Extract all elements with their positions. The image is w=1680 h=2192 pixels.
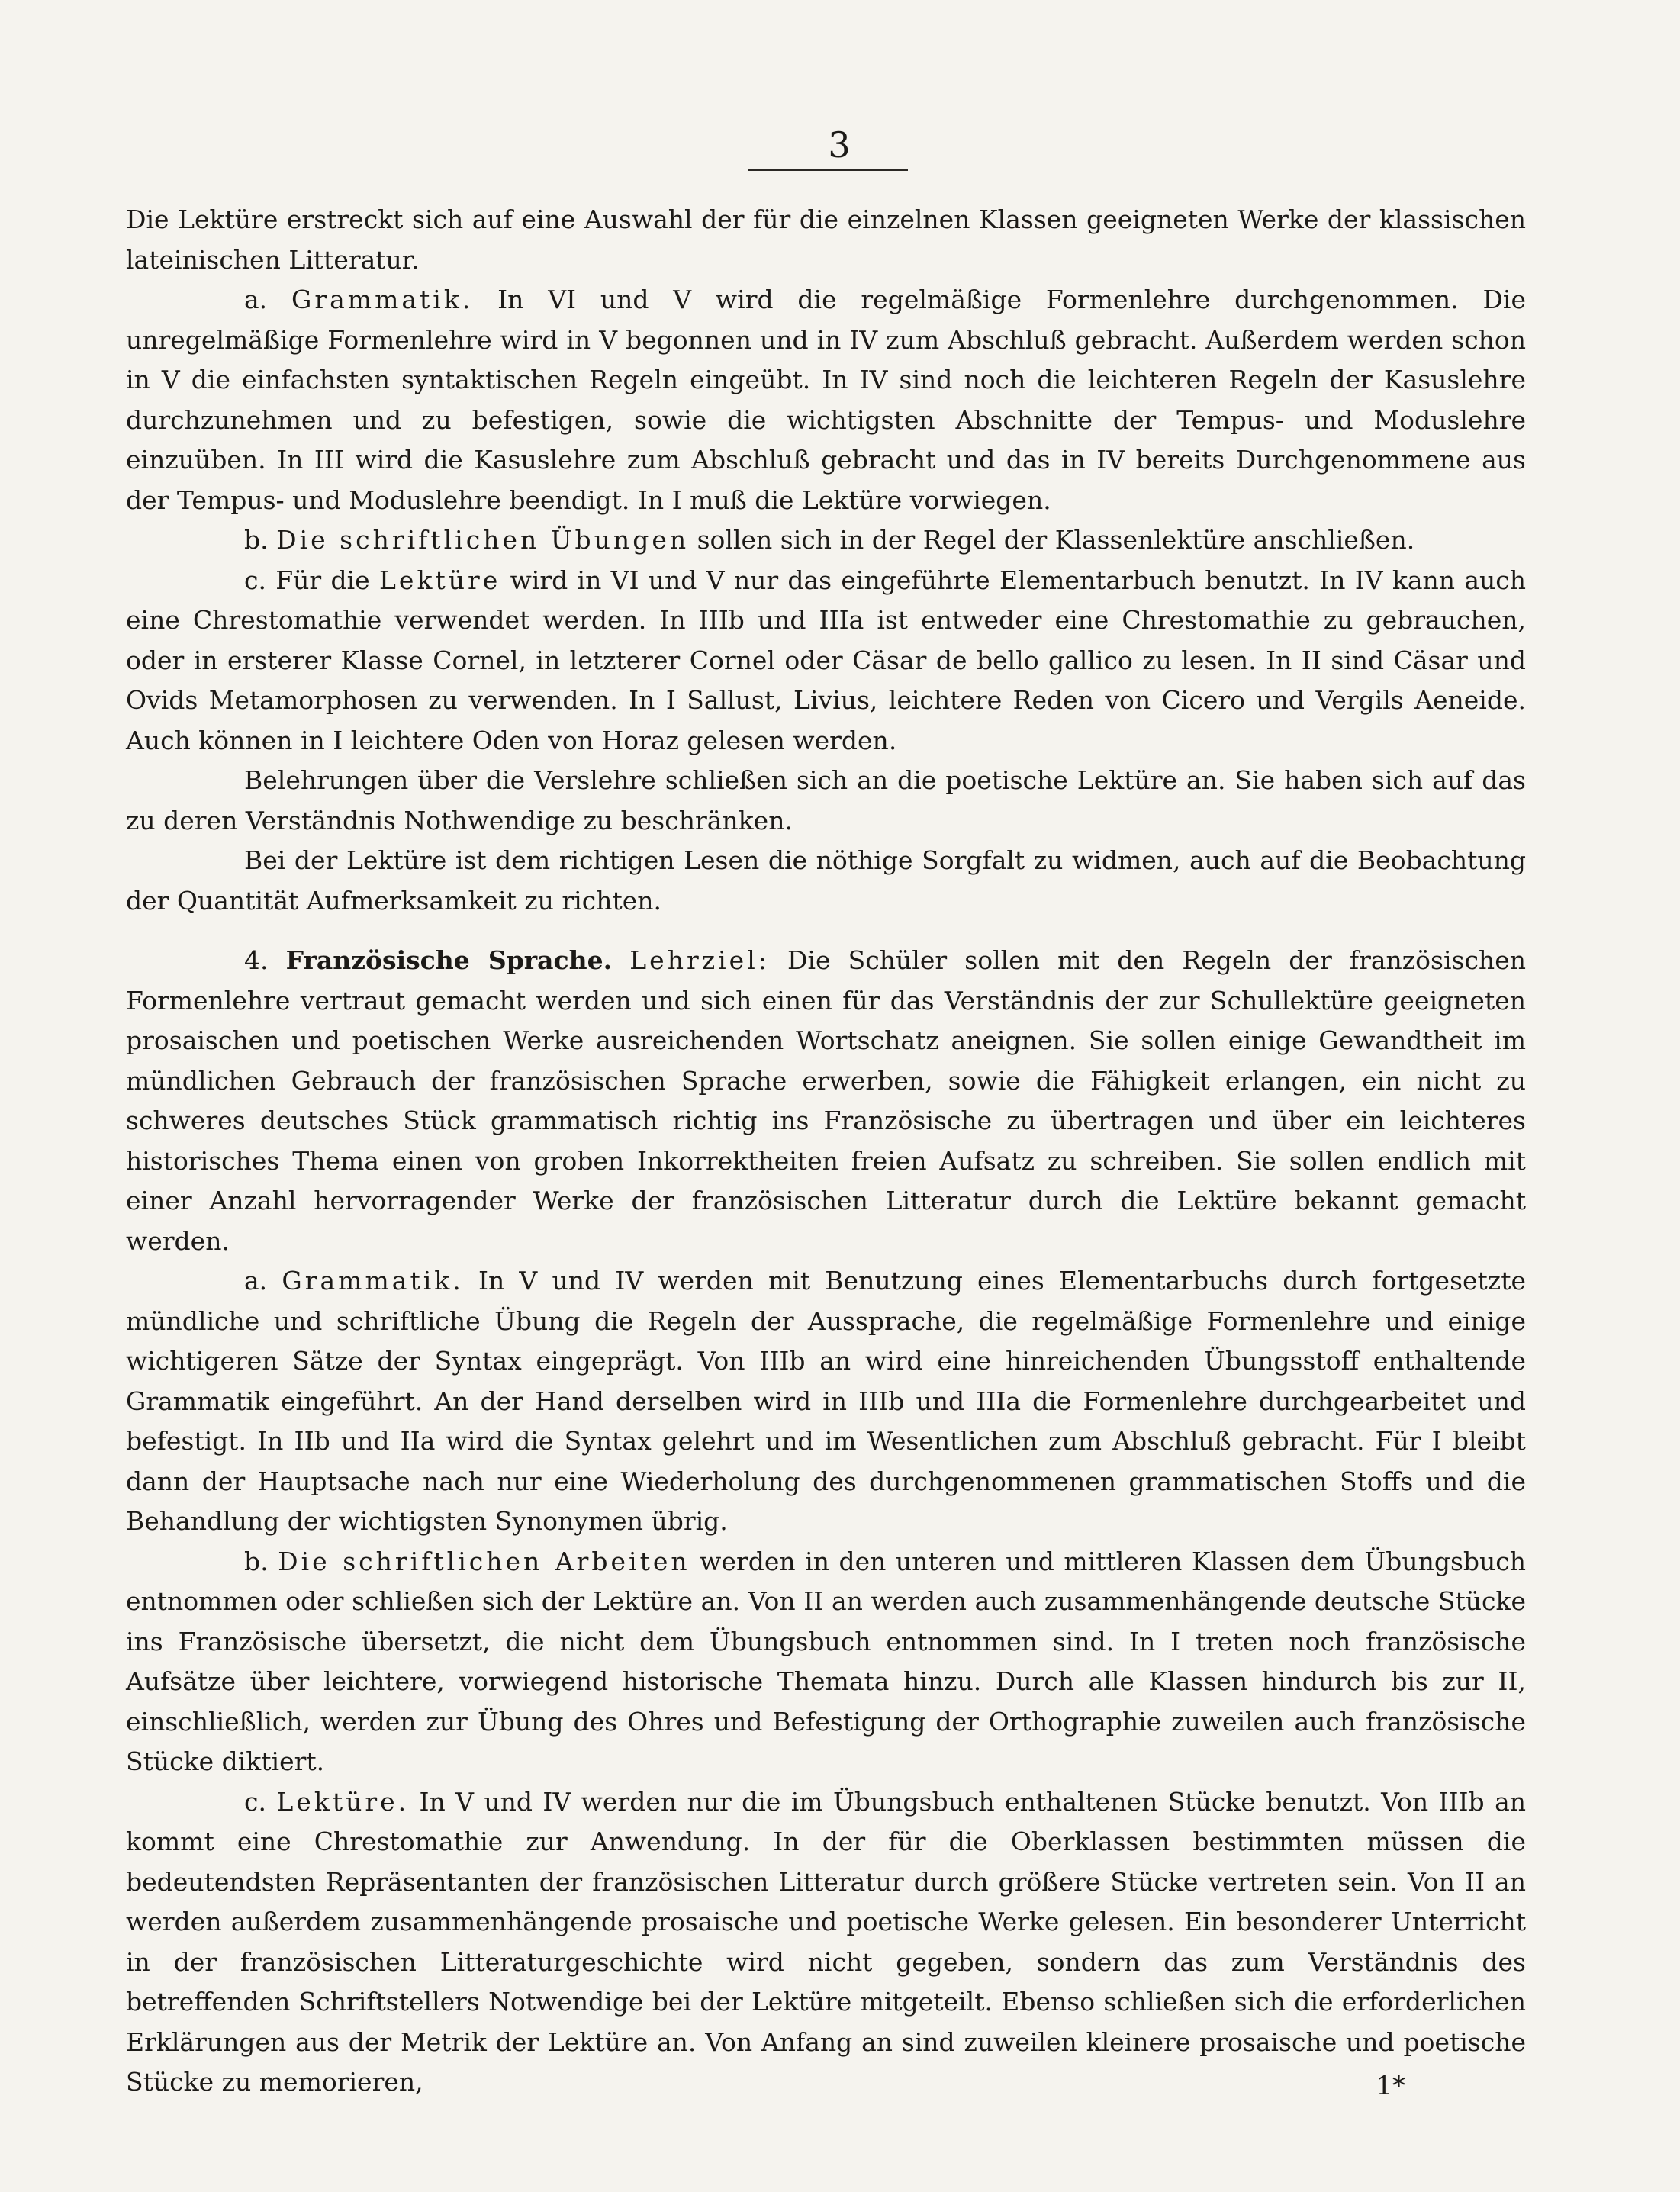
latin-reading-text: wird in VI und V nur das eingeführte Elementarbuch benutzt. In IV kann auch eine Chrestomathie verwendet werden. In IIIb und IIIa ist entweder eine Chrestomathie zu gebrauchen, oder in ersterer Klasse Cornel, in letzterer Cornel oder Cäsar de bello gallico zu lesen. In II sind Cäsar und Ovids Metamorphosen zu verwenden. In I Sallust, Livius, leichtere Reden von Cicero und Vergils Aeneide. Auch können in I leichtere Oden von Horaz gelesen werden. <box>126 565 1527 755</box>
french-grammar-paragraph <box>126 1261 1526 1542</box>
french-grammar-marker: a. <box>244 1266 268 1296</box>
body-text <box>126 200 1526 2103</box>
french-written-paragraph <box>126 1542 1526 1782</box>
french-grammar-text: In V und IV werden mit Benutzung eines Elementarbuchs durch fortgesetzte mündliche und schriftliche Übung die Regeln der Aussprache, die regelmäßige Formenlehre und einige wichtigeren Sätze der Syntax eingeprägt. Von IIIb an wird eine hinreichenden Übungsstoff enthaltende Grammatik eingeführt. An der Hand derselben wird in IIIb und IIIa die Formenlehre durchgearbeitet und befestigt. In IIb und IIa wird die Syntax gelehrt und im Wesentlichen zum Abschluß gebracht. Für I bleibt dann der Hauptsache nach nur eine Wiederholung des durchgenommenen grammatischen Stoffs und die Behandlung der wichtigsten Synonymen übrig. <box>126 1266 1526 1536</box>
french-reading-text: In V und IV werden nur die im Übungsbuch enthaltenen Stücke benutzt. Von IIIb an kommt eine Chrestomathie zur Anwendung. In der für die Oberklassen bestimmten müssen die bedeutendsten Repräsentanten der französischen Litteratur durch größere Stücke vertreten sein. Von II an werden außerdem zusammenhängende prosaische und poetische Werke gelesen. Ein besonderer Unterricht in der französischen Litteraturgeschichte wird nicht gegeben, sondern das zum Verständnis des betreffenden Schriftstellers Notwendige bei der Lektüre mitgeteilt. Ebenso schließen sich die erforderlichen Erklärungen aus der Metrik der Lektüre an. Von Anfang an sind zuweilen kleinere prosaische und poetische Stücke zu memorieren, <box>126 1786 1526 2097</box>
french-written-marker: b. <box>244 1546 269 1576</box>
french-reading-label: Lektüre. <box>276 1786 410 1817</box>
intro-text: Die Lektüre erstreckt sich auf eine Auswahl der für die einzelnen Klassen geeigneten Werke der klassischen lateinischen Litteratur. <box>126 204 1526 275</box>
latin-exercises-marker: b. <box>244 525 269 555</box>
latin-grammar-label: Grammatik. <box>291 285 474 314</box>
latin-reading-marker: c. <box>244 565 266 595</box>
latin-reading-pre: Für die <box>275 565 370 595</box>
latin-grammar-text: In VI und V wird die regelmäßige Formenlehre durchgenommen. Die unregelmäßige Formenlehre wird in V begonnen und in IV zum Abschluß gebracht. Außerdem werden schon in V die einfachsten syntaktischen Regeln eingeübt. In IV sind noch die leichteren Regeln der Kasuslehre durchzunehmen und zu befestigen, sowie die wichtigsten Abschnitte der Tempus- und Moduslehre einzuüben. In III wird die Kasuslehre zum Abschluß gebracht und das in IV bereits Durchgenommene aus der Tempus- und Moduslehre beendigt. In I muß die Lektüre vorwiegen. <box>126 285 1526 515</box>
french-goal-paragraph <box>126 941 1526 1261</box>
french-reading-paragraph <box>126 1782 1526 2103</box>
latin-exercises-label: Die schriftlichen Übungen <box>276 525 690 555</box>
latin-reading-care-text: Bei der Lektüre ist dem richtigen Lesen die nöthige Sorgfalt zu widmen, auch auf die Beobachtung der Quantität Aufmerksamkeit zu richten. <box>126 845 1526 916</box>
french-reading-marker: c. <box>244 1786 266 1817</box>
french-goal-text: Die Schüler sollen mit den Regeln der französischen Formenlehre vertraut gemacht werden und sich einen für das Verständnis der zur Schullektüre geeigneten prosaischen und poetischen Werke ausreichenden Wortschatz aneignen. Sie sollen einige Gewandtheit im mündlichen Gebrauch der französischen Sprache erwerben, sowie die Fähigkeit erlangen, ein nicht zu schweres deutsches Stück grammatisch richtig ins Französische zu übertragen und über ein leichteres historisches Thema einen von groben Inkorrektheiten freien Aufsatz zu schreiben. Sie sollen endlich mit einer Anzahl hervorragender Werke der französischen Litteratur durch die Lektüre bekannt gemacht werden. <box>126 945 1526 1256</box>
french-grammar-label: Grammatik. <box>282 1266 464 1296</box>
latin-reading-care-paragraph <box>126 841 1526 921</box>
latin-grammar-paragraph <box>126 280 1526 520</box>
french-section-number: 4. <box>244 945 269 975</box>
page-number: 3 <box>828 124 851 166</box>
french-goal-label: Lehrziel: <box>629 945 770 975</box>
latin-reading-label: Lektüre <box>379 565 501 595</box>
latin-reading-paragraph <box>126 561 1526 761</box>
intro-paragraph <box>126 200 1526 280</box>
page-number-rule <box>748 169 908 171</box>
latin-exercises-text: sollen sich in der Regel der Klassenlektüre anschließen. <box>697 525 1415 555</box>
latin-verslehre-paragraph <box>126 761 1526 841</box>
french-section-title: Französische Sprache. <box>285 945 613 975</box>
printer-signature: 1* <box>1376 2071 1405 2101</box>
latin-verslehre-text: Belehrungen über die Verslehre schließen sich an die poetische Lektüre an. Sie haben sich auf das zu deren Verständnis Nothwendige zu beschränken. <box>126 765 1526 835</box>
latin-exercises-paragraph <box>126 520 1526 561</box>
latin-grammar-marker: a. <box>244 285 268 314</box>
french-written-text: werden in den unteren und mittleren Klassen dem Übungsbuch entnommen oder schließen sich der Lektüre an. Von II an werden auch zusammenhängende deutsche Stücke ins Französische übersetzt, die nicht dem Übungsbuch entnommen sind. In I treten noch französische Aufsätze über leichtere, vorwiegend historische Themata hinzu. Durch alle Klassen hindurch bis zur II, einschließlich, werden zur Übung des Ohres und Befestigung der Orthographie zuweilen auch französische Stücke diktiert. <box>126 1546 1526 1776</box>
french-written-label: Die schriftlichen Arbeiten <box>278 1546 690 1576</box>
